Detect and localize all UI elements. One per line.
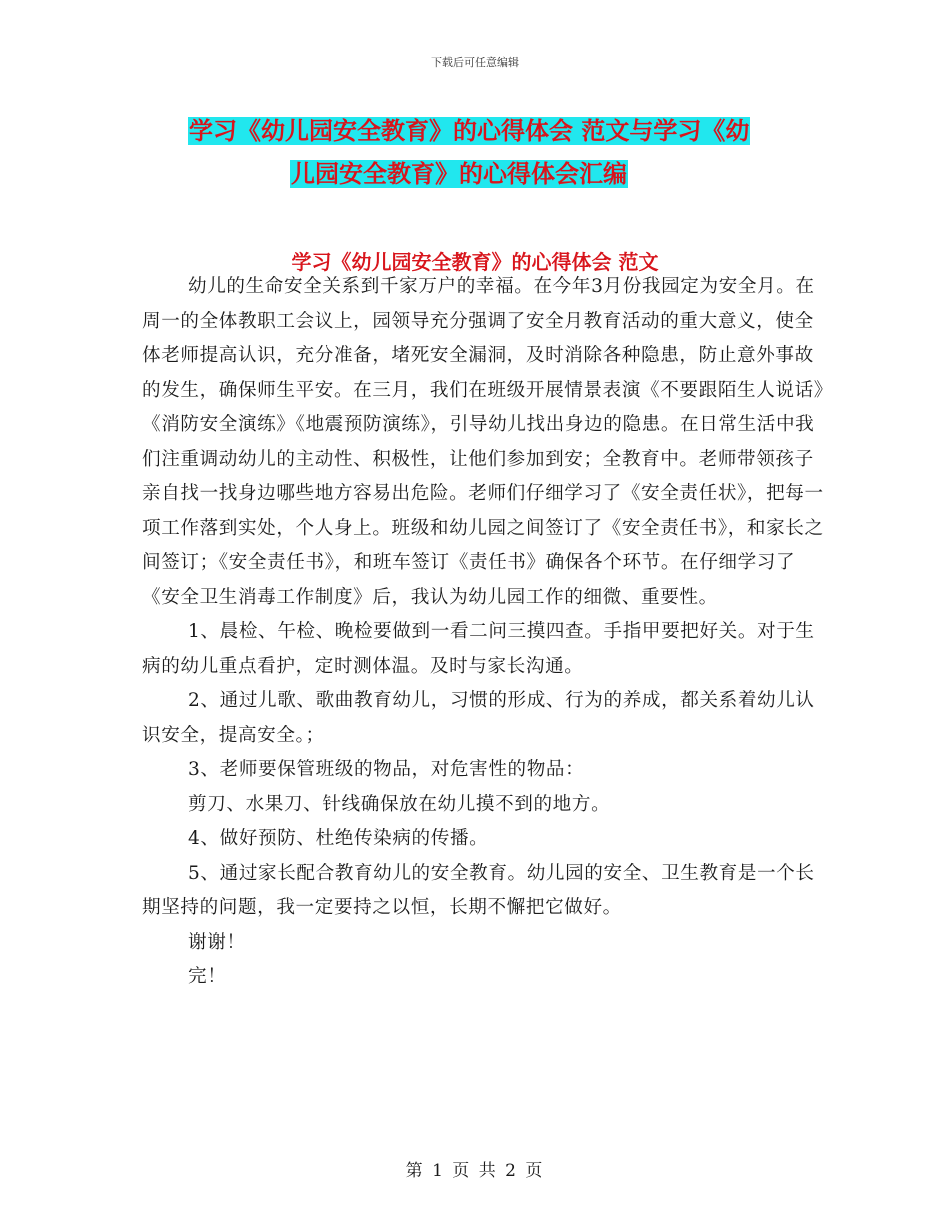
document-title-line-1 (188, 114, 750, 148)
document-title-line-2 (290, 157, 628, 191)
paragraph-item-3: 3、老师要保管班级的物品，对危害性的物品： (188, 759, 585, 780)
paragraph-thanks: 谢谢！ (188, 931, 246, 953)
paragraph-item-3-detail: 剪刀、水果刀、针线确保放在幼儿摸不到的地方。 (188, 793, 611, 815)
paragraph-item-4: 4、做好预防、杜绝传染病的传播。 (188, 828, 489, 849)
paragraph-end: 完！ (188, 966, 227, 987)
header-note: 下载后可任意编辑 (431, 56, 519, 69)
body-text (142, 270, 832, 995)
title-highlight: 学习《幼儿园安全教育》的心得体会 范文与学习《幼 (189, 117, 750, 145)
paragraph-item-2: 2、通过儿歌、歌曲教育幼儿，习惯的形成、行为的养成，都关系着幼儿认识安全，提高安全。； (142, 690, 815, 746)
page-footer: 第 1 页 共 2 页 (405, 1161, 545, 1181)
paragraph-intro: 幼儿的生命安全关系到千家万户的幸福。在今年3月份我园定为安全月。在周一的全体教职工会议上，园领导充分强调了安全月教育活动的重大意义，使全体老师提高认识，充分准备，堵死安全漏洞，及时消除各种隐患，防止意外事故的发生，确保师生平安。在三月，我们在班级开展情景表演《不要跟陌生人说话》《消防安全演练》《地震预防演练》，引导幼儿找出身边的隐患。在日常生活中我们注重调动幼儿的主动性、积极性，让他们参加到安；全教育中。老师带领孩子亲自找一找身边哪些地方容易出危险。老师们仔细学习了《安全责任状》，把每一项工作落到实处，个人身上。班级和幼儿园之间签订了《安全责任书》，和家长之间签订；《安全责任书》，和班车签订《责任书》确保各个环节。在仔细学习了《安全卫生消毒工作制度》后，我认为幼儿园工作的细微、重要性。 (142, 276, 824, 608)
paragraph-item-1: 1、晨检、午检、晚检要做到一看二问三摸四查。手指甲要把好关。对于生病的幼儿重点看护，定时测体温。及时与家长沟通。 (142, 621, 815, 677)
paragraph-item-5: 5、通过家长配合教育幼儿的安全教育。幼儿园的安全、卫生教育是一个长期坚持的问题，我一定要持之以恒，长期不懈把它做好。 (142, 862, 815, 918)
title-highlight: 儿园安全教育》的心得体会汇编 (291, 160, 627, 188)
section-title: 学习《幼儿园安全教育》的心得体会 范文 (291, 250, 659, 274)
